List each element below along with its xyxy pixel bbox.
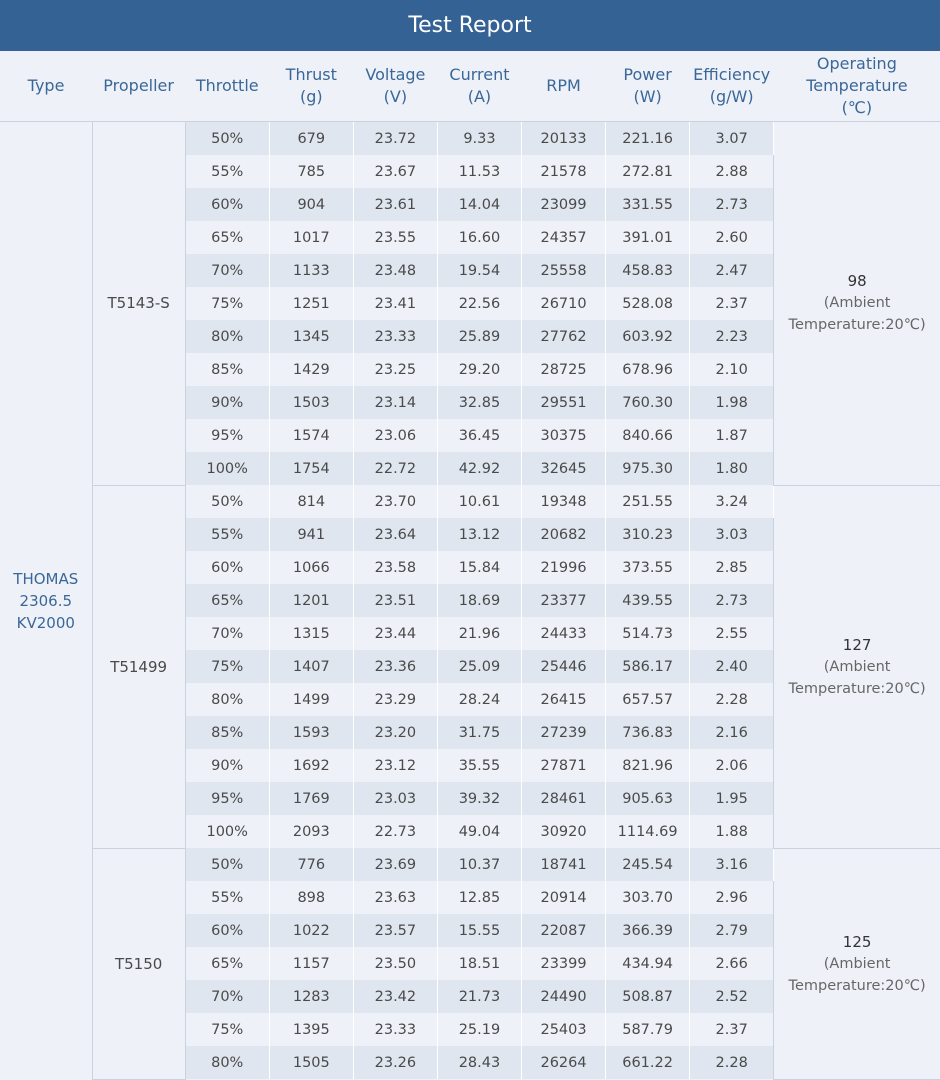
cell-efficiency: 2.55: [690, 617, 774, 650]
ambient-temperature-note: (Ambient: [823, 658, 891, 675]
propeller-cell: [92, 122, 185, 486]
cell-efficiency: 2.96: [690, 881, 774, 914]
column-header-label: Voltage: [365, 65, 426, 84]
cell-power: 821.96: [606, 749, 690, 782]
cell-thrust: 1692: [269, 749, 353, 782]
cell-thrust: 814: [269, 485, 353, 518]
cell-voltage: 23.50: [353, 947, 437, 980]
cell-thrust: 1593: [269, 716, 353, 749]
cell-efficiency: 2.37: [690, 1013, 774, 1046]
temperature-value: 127: [842, 635, 872, 654]
cell-voltage: 23.58: [353, 551, 437, 584]
column-header-rpm: [522, 51, 606, 122]
cell-thrust: 1429: [269, 353, 353, 386]
cell-rpm: 30375: [522, 419, 606, 452]
cell-efficiency: 2.79: [690, 914, 774, 947]
cell-current: 21.73: [437, 980, 521, 1013]
report-title: Test Report: [408, 13, 532, 38]
cell-current: 19.54: [437, 254, 521, 287]
cell-throttle: 50%: [185, 485, 269, 518]
cell-current: 12.85: [437, 881, 521, 914]
motor-type-label: KV2000: [16, 613, 75, 632]
cell-thrust: 1499: [269, 683, 353, 716]
cell-throttle: 70%: [185, 980, 269, 1013]
propeller-cell: [92, 848, 185, 1079]
cell-voltage: 23.70: [353, 485, 437, 518]
cell-throttle: 75%: [185, 650, 269, 683]
header-row: [0, 51, 940, 122]
cell-thrust: 1133: [269, 254, 353, 287]
column-header-current: [437, 51, 521, 122]
cell-throttle: 60%: [185, 914, 269, 947]
column-header-type: [0, 51, 92, 122]
cell-throttle: 75%: [185, 1013, 269, 1046]
cell-current: 49.04: [437, 815, 521, 848]
motor-type-label: 2306.5: [19, 591, 73, 610]
column-header-label: Propeller: [103, 76, 174, 95]
cell-efficiency: 3.03: [690, 518, 774, 551]
column-header-label: Efficiency: [693, 65, 771, 84]
cell-throttle: 55%: [185, 518, 269, 551]
cell-efficiency: 2.40: [690, 650, 774, 683]
cell-thrust: 1022: [269, 914, 353, 947]
cell-voltage: 23.14: [353, 386, 437, 419]
column-header-label: (g): [299, 87, 323, 106]
cell-efficiency: 2.73: [690, 584, 774, 617]
cell-rpm: 28725: [522, 353, 606, 386]
column-header-temperature: [774, 51, 940, 122]
table-row: [0, 485, 940, 518]
cell-throttle: 65%: [185, 221, 269, 254]
cell-voltage: 23.61: [353, 188, 437, 221]
cell-voltage: 23.20: [353, 716, 437, 749]
cell-efficiency: 2.28: [690, 683, 774, 716]
cell-current: 16.60: [437, 221, 521, 254]
column-header-voltage: [353, 51, 437, 122]
temperature-value: 98: [847, 272, 867, 291]
column-header-throttle: [185, 51, 269, 122]
cell-power: 760.30: [606, 386, 690, 419]
cell-efficiency: 1.95: [690, 782, 774, 815]
cell-rpm: 19348: [522, 485, 606, 518]
cell-power: 439.55: [606, 584, 690, 617]
cell-voltage: 23.55: [353, 221, 437, 254]
cell-current: 15.84: [437, 551, 521, 584]
column-header-thrust: [269, 51, 353, 122]
cell-power: 587.79: [606, 1013, 690, 1046]
column-header-label: (℃): [841, 98, 873, 117]
cell-current: 28.43: [437, 1046, 521, 1079]
cell-power: 245.54: [606, 848, 690, 881]
column-header-efficiency: [690, 51, 774, 122]
cell-throttle: 60%: [185, 188, 269, 221]
cell-voltage: 23.33: [353, 1013, 437, 1046]
cell-rpm: 20914: [522, 881, 606, 914]
cell-power: 272.81: [606, 155, 690, 188]
cell-rpm: 29551: [522, 386, 606, 419]
cell-rpm: 24490: [522, 980, 606, 1013]
cell-efficiency: 2.52: [690, 980, 774, 1013]
cell-voltage: 23.03: [353, 782, 437, 815]
cell-thrust: 1345: [269, 320, 353, 353]
cell-power: 1114.69: [606, 815, 690, 848]
cell-efficiency: 2.88: [690, 155, 774, 188]
cell-throttle: 75%: [185, 287, 269, 320]
cell-voltage: 23.41: [353, 287, 437, 320]
column-header-propeller: [92, 51, 185, 122]
cell-throttle: 80%: [185, 683, 269, 716]
cell-rpm: 25403: [522, 1013, 606, 1046]
cell-rpm: 20682: [522, 518, 606, 551]
cell-power: 586.17: [606, 650, 690, 683]
cell-current: 14.04: [437, 188, 521, 221]
cell-current: 25.89: [437, 320, 521, 353]
cell-throttle: 65%: [185, 947, 269, 980]
cell-voltage: 23.63: [353, 881, 437, 914]
cell-current: 21.96: [437, 617, 521, 650]
cell-efficiency: 2.23: [690, 320, 774, 353]
cell-thrust: 2093: [269, 815, 353, 848]
cell-voltage: 23.67: [353, 155, 437, 188]
cell-power: 905.63: [606, 782, 690, 815]
cell-current: 35.55: [437, 749, 521, 782]
cell-thrust: 898: [269, 881, 353, 914]
cell-rpm: 21996: [522, 551, 606, 584]
cell-rpm: 25446: [522, 650, 606, 683]
cell-power: 678.96: [606, 353, 690, 386]
table-row: [0, 122, 940, 156]
cell-throttle: 50%: [185, 122, 269, 156]
cell-voltage: 23.12: [353, 749, 437, 782]
column-header-label: (g/W): [709, 87, 754, 106]
cell-thrust: 1503: [269, 386, 353, 419]
cell-voltage: 23.48: [353, 254, 437, 287]
cell-current: 13.12: [437, 518, 521, 551]
cell-efficiency: 2.73: [690, 188, 774, 221]
cell-thrust: 1251: [269, 287, 353, 320]
cell-power: 391.01: [606, 221, 690, 254]
table-row: [0, 848, 940, 881]
cell-current: 10.37: [437, 848, 521, 881]
test-report-table: [0, 51, 940, 1080]
cell-voltage: 23.26: [353, 1046, 437, 1079]
cell-throttle: 70%: [185, 617, 269, 650]
cell-current: 15.55: [437, 914, 521, 947]
cell-rpm: 23399: [522, 947, 606, 980]
cell-throttle: 70%: [185, 254, 269, 287]
cell-thrust: 1315: [269, 617, 353, 650]
column-header-label: Operating: [816, 54, 897, 73]
cell-thrust: 1157: [269, 947, 353, 980]
motor-type-cell: [0, 122, 92, 1080]
propeller-label: T5150: [114, 954, 163, 973]
cell-power: 251.55: [606, 485, 690, 518]
cell-efficiency: 1.98: [690, 386, 774, 419]
cell-current: 18.51: [437, 947, 521, 980]
cell-power: 528.08: [606, 287, 690, 320]
cell-thrust: 1017: [269, 221, 353, 254]
cell-voltage: 23.42: [353, 980, 437, 1013]
column-header-label: Thrust: [285, 65, 337, 84]
cell-current: 9.33: [437, 122, 521, 156]
column-header-label: Type: [27, 76, 65, 95]
cell-throttle: 60%: [185, 551, 269, 584]
cell-efficiency: 1.87: [690, 419, 774, 452]
cell-efficiency: 2.60: [690, 221, 774, 254]
cell-current: 31.75: [437, 716, 521, 749]
cell-voltage: 23.29: [353, 683, 437, 716]
column-header-label: (W): [633, 87, 662, 106]
cell-thrust: 785: [269, 155, 353, 188]
cell-throttle: 85%: [185, 353, 269, 386]
ambient-temperature-note: Temperature:20℃): [788, 680, 926, 697]
motor-type-label: THOMAS: [13, 569, 79, 588]
cell-rpm: 27239: [522, 716, 606, 749]
ambient-temperature-note: (Ambient: [823, 955, 891, 972]
cell-throttle: 90%: [185, 749, 269, 782]
cell-rpm: 32645: [522, 452, 606, 485]
cell-current: 32.85: [437, 386, 521, 419]
cell-thrust: 1201: [269, 584, 353, 617]
cell-current: 10.61: [437, 485, 521, 518]
cell-power: 736.83: [606, 716, 690, 749]
cell-efficiency: 2.37: [690, 287, 774, 320]
cell-thrust: 1754: [269, 452, 353, 485]
operating-temperature-cell: [774, 122, 940, 486]
cell-power: 434.94: [606, 947, 690, 980]
cell-power: 975.30: [606, 452, 690, 485]
cell-rpm: 22087: [522, 914, 606, 947]
cell-voltage: 23.44: [353, 617, 437, 650]
cell-voltage: 22.72: [353, 452, 437, 485]
column-header-label: (A): [467, 87, 492, 106]
cell-rpm: 27871: [522, 749, 606, 782]
cell-throttle: 50%: [185, 848, 269, 881]
cell-power: 508.87: [606, 980, 690, 1013]
propeller-label: T5143-S: [107, 294, 170, 313]
cell-power: 661.22: [606, 1046, 690, 1079]
cell-thrust: 1395: [269, 1013, 353, 1046]
operating-temperature-cell: [774, 485, 940, 848]
column-header-label: RPM: [546, 76, 581, 95]
cell-efficiency: 2.47: [690, 254, 774, 287]
column-header-label: Current: [449, 65, 510, 84]
report-title-bar: [0, 0, 940, 51]
cell-voltage: 23.64: [353, 518, 437, 551]
cell-current: 36.45: [437, 419, 521, 452]
cell-rpm: 26264: [522, 1046, 606, 1079]
operating-temperature-cell: [774, 848, 940, 1079]
cell-power: 303.70: [606, 881, 690, 914]
cell-power: 366.39: [606, 914, 690, 947]
cell-rpm: 20133: [522, 122, 606, 156]
cell-voltage: 23.51: [353, 584, 437, 617]
ambient-temperature-note: Temperature:20℃): [788, 317, 926, 334]
cell-throttle: 85%: [185, 716, 269, 749]
cell-voltage: 23.69: [353, 848, 437, 881]
cell-power: 514.73: [606, 617, 690, 650]
cell-efficiency: 1.88: [690, 815, 774, 848]
column-header-label: Throttle: [195, 76, 259, 95]
cell-efficiency: 2.10: [690, 353, 774, 386]
cell-rpm: 24357: [522, 221, 606, 254]
cell-current: 25.19: [437, 1013, 521, 1046]
cell-rpm: 26415: [522, 683, 606, 716]
cell-rpm: 21578: [522, 155, 606, 188]
cell-power: 840.66: [606, 419, 690, 452]
cell-rpm: 30920: [522, 815, 606, 848]
cell-voltage: 23.72: [353, 122, 437, 156]
cell-efficiency: 2.06: [690, 749, 774, 782]
cell-thrust: 776: [269, 848, 353, 881]
propeller-label: T51499: [110, 657, 168, 676]
cell-power: 373.55: [606, 551, 690, 584]
cell-efficiency: 2.28: [690, 1046, 774, 1079]
cell-current: 42.92: [437, 452, 521, 485]
cell-voltage: 23.57: [353, 914, 437, 947]
cell-efficiency: 3.24: [690, 485, 774, 518]
cell-voltage: 23.36: [353, 650, 437, 683]
cell-power: 221.16: [606, 122, 690, 156]
cell-throttle: 100%: [185, 815, 269, 848]
cell-thrust: 1066: [269, 551, 353, 584]
cell-current: 11.53: [437, 155, 521, 188]
cell-rpm: 28461: [522, 782, 606, 815]
column-header-label: (V): [383, 87, 408, 106]
ambient-temperature-note: (Ambient: [823, 295, 891, 312]
cell-power: 657.57: [606, 683, 690, 716]
cell-throttle: 95%: [185, 782, 269, 815]
column-header-label: Power: [623, 65, 672, 84]
cell-efficiency: 2.16: [690, 716, 774, 749]
cell-throttle: 100%: [185, 452, 269, 485]
cell-rpm: 25558: [522, 254, 606, 287]
table-body: [0, 122, 940, 1080]
cell-thrust: 941: [269, 518, 353, 551]
cell-rpm: 24433: [522, 617, 606, 650]
cell-rpm: 26710: [522, 287, 606, 320]
propeller-cell: [92, 485, 185, 848]
cell-thrust: 1769: [269, 782, 353, 815]
cell-thrust: 1574: [269, 419, 353, 452]
cell-rpm: 23099: [522, 188, 606, 221]
cell-power: 458.83: [606, 254, 690, 287]
cell-current: 28.24: [437, 683, 521, 716]
cell-throttle: 80%: [185, 1046, 269, 1079]
cell-efficiency: 2.85: [690, 551, 774, 584]
cell-throttle: 55%: [185, 155, 269, 188]
cell-throttle: 55%: [185, 881, 269, 914]
cell-efficiency: 3.07: [690, 122, 774, 156]
cell-current: 18.69: [437, 584, 521, 617]
cell-current: 22.56: [437, 287, 521, 320]
column-header-power: [606, 51, 690, 122]
cell-thrust: 1505: [269, 1046, 353, 1079]
cell-throttle: 80%: [185, 320, 269, 353]
cell-efficiency: 2.66: [690, 947, 774, 980]
cell-thrust: 1407: [269, 650, 353, 683]
cell-throttle: 90%: [185, 386, 269, 419]
cell-power: 603.92: [606, 320, 690, 353]
cell-rpm: 23377: [522, 584, 606, 617]
cell-current: 39.32: [437, 782, 521, 815]
cell-power: 331.55: [606, 188, 690, 221]
cell-efficiency: 1.80: [690, 452, 774, 485]
cell-efficiency: 3.16: [690, 848, 774, 881]
cell-voltage: 22.73: [353, 815, 437, 848]
cell-rpm: 27762: [522, 320, 606, 353]
cell-thrust: 904: [269, 188, 353, 221]
cell-throttle: 65%: [185, 584, 269, 617]
column-header-label: Temperature: [806, 76, 908, 95]
cell-voltage: 23.25: [353, 353, 437, 386]
cell-thrust: 679: [269, 122, 353, 156]
cell-rpm: 18741: [522, 848, 606, 881]
temperature-value: 125: [842, 932, 872, 951]
cell-current: 29.20: [437, 353, 521, 386]
cell-throttle: 95%: [185, 419, 269, 452]
cell-power: 310.23: [606, 518, 690, 551]
cell-current: 25.09: [437, 650, 521, 683]
cell-voltage: 23.33: [353, 320, 437, 353]
cell-voltage: 23.06: [353, 419, 437, 452]
ambient-temperature-note: Temperature:20℃): [788, 977, 926, 994]
cell-thrust: 1283: [269, 980, 353, 1013]
